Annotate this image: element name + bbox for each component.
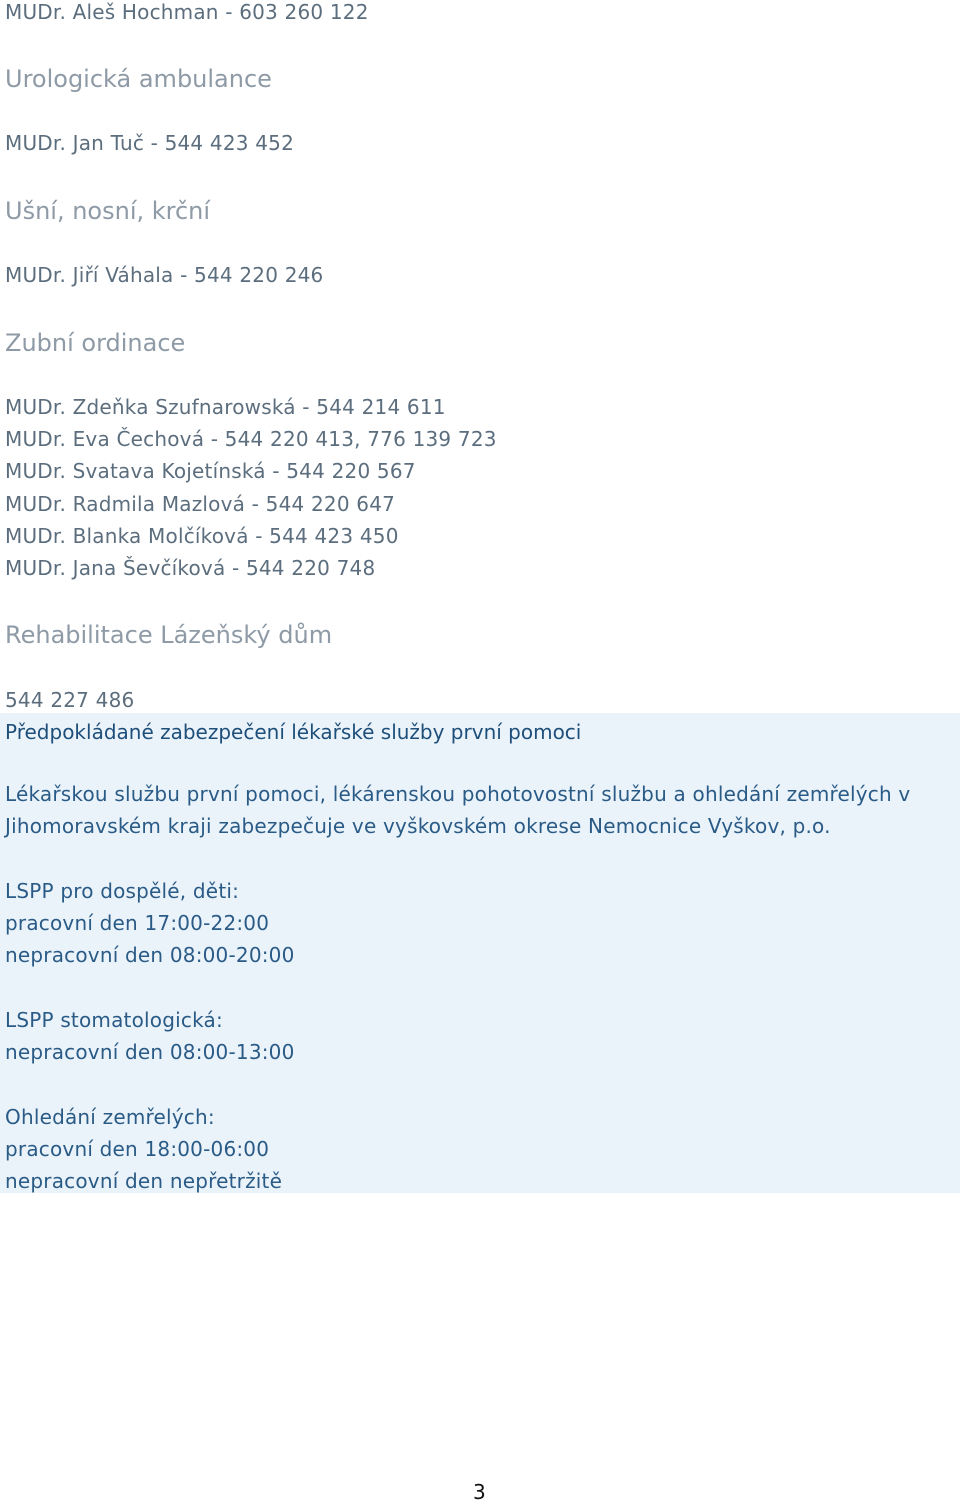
autopsy-workday: pracovní den 18:00-06:00: [5, 1137, 270, 1161]
section-heading-ent: Ušní, nosní, krční: [5, 197, 211, 225]
doctor-entry-hochman: MUDr. Aleš Hochman - 603 260 122: [5, 0, 369, 24]
doctor-entry-sevcikova: MUDr. Jana Ševčíková - 544 220 748: [5, 556, 376, 580]
autopsy-nonworkday: nepracovní den nepřetržitě: [5, 1169, 283, 1193]
section-heading-rehab: Rehabilitace Lázeňský dům: [5, 621, 333, 649]
doctor-entry-molcikova: MUDr. Blanka Molčíková - 544 423 450: [5, 524, 399, 548]
emergency-intro-line-1: Lékařskou službu první pomoci, lékárenskou pohotovostní službu a ohledání zemřelých v: [5, 782, 911, 806]
autopsy-label: Ohledání zemřelých:: [5, 1105, 215, 1129]
emergency-intro-line-2: Jihomoravském kraji zabezpečuje ve vyškovském okrese Nemocnice Vyškov, p.o.: [5, 814, 831, 838]
rehab-phone: 544 227 486: [5, 688, 135, 712]
lspp-dental-nonworkday: nepracovní den 08:00-13:00: [5, 1040, 295, 1064]
lspp-adult-nonworkday: nepracovní den 08:00-20:00: [5, 943, 295, 967]
section-heading-dental: Zubní ordinace: [5, 329, 186, 357]
section-heading-urology: Urologická ambulance: [5, 65, 272, 93]
doctor-entry-vahala: MUDr. Jiří Váhala - 544 220 246: [5, 263, 324, 287]
doctor-entry-szufnarowska: MUDr. Zdeňka Szufnarowská - 544 214 611: [5, 395, 446, 419]
page-number: 3: [473, 1480, 486, 1504]
lspp-dental-label: LSPP stomatologická:: [5, 1008, 223, 1032]
lspp-adult-label: LSPP pro dospělé, děti:: [5, 879, 240, 903]
lspp-adult-workday: pracovní den 17:00-22:00: [5, 911, 270, 935]
doctor-entry-kojetinska: MUDr. Svatava Kojetínská - 544 220 567: [5, 459, 416, 483]
doctor-entry-tuc: MUDr. Jan Tuč - 544 423 452: [5, 131, 295, 155]
doctor-entry-cechova: MUDr. Eva Čechová - 544 220 413, 776 139 723: [5, 427, 497, 451]
doctor-entry-mazlova: MUDr. Radmila Mazlová - 544 220 647: [5, 492, 396, 516]
emergency-service-title: Předpokládané zabezpečení lékařské služby první pomoci: [5, 720, 582, 744]
